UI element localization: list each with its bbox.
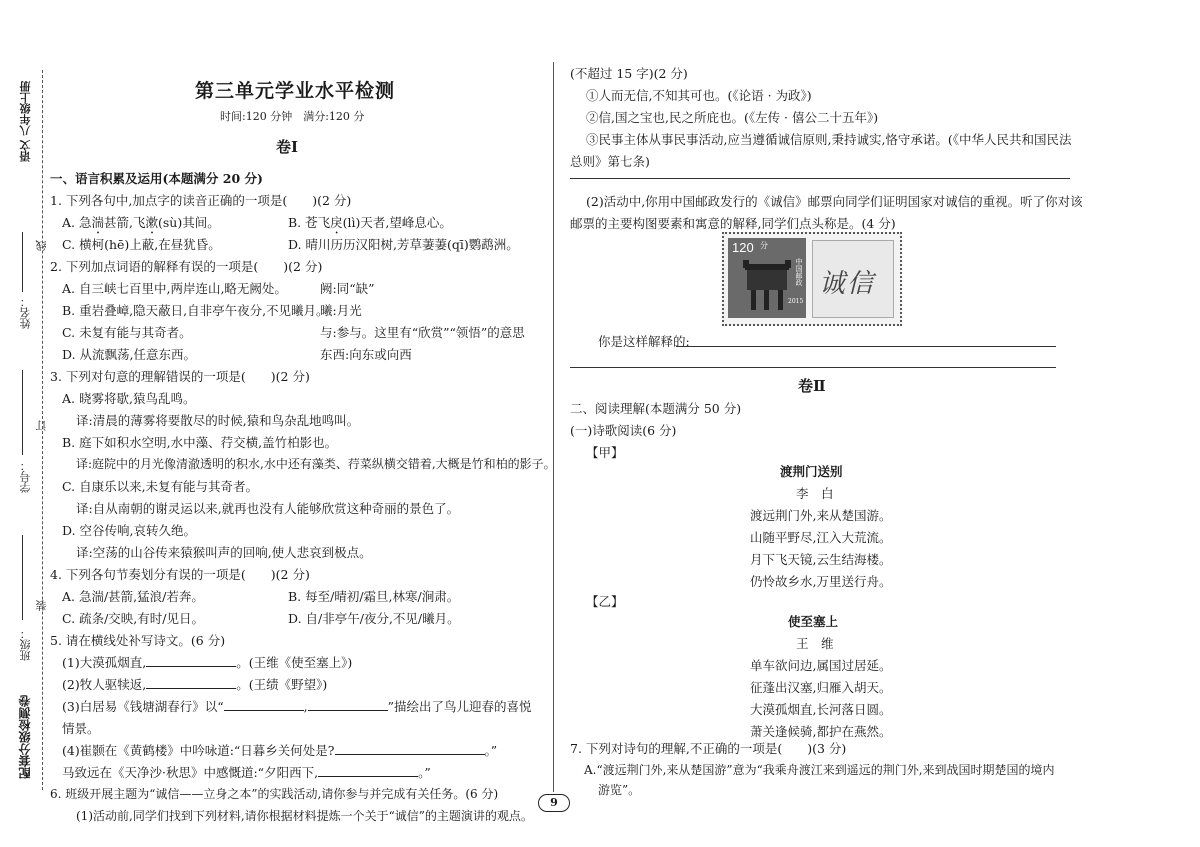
q3-option-d: D. 空谷传响,哀转久绝。 bbox=[62, 523, 196, 538]
question-5: 5. 请在横线处补写诗文。(6 分) bbox=[50, 633, 226, 648]
q5-4-blank-b[interactable] bbox=[318, 764, 418, 777]
q2-option-b: B. 重岩叠嶂,隐天蔽日,自非亭午夜分,不见曦月。 bbox=[62, 303, 329, 318]
poem2-line-3: 大漠孤烟直,长河落日圆。 bbox=[750, 702, 892, 717]
q1-option-b: B. 苍飞戾(lì)天者,望峰息心。 bbox=[288, 215, 452, 230]
q1-option-c: C. 横柯(hē)上蔽,在昼犹昏。 bbox=[62, 237, 221, 252]
q2-option-a-explain: 阙:同“缺” bbox=[320, 281, 375, 296]
question-7: 7. 下列对诗句的理解,不正确的一项是( )(3 分) bbox=[570, 741, 847, 756]
page-title: 第三单元学业水平检测 bbox=[195, 80, 396, 102]
stamp-year: 2015 bbox=[788, 298, 804, 305]
question-3: 3. 下列对句意的理解错误的一项是( )(2 分) bbox=[50, 369, 310, 384]
poem2-title: 使至塞上 bbox=[788, 614, 839, 629]
exam-meta: 时间:120 分钟 满分:120 分 bbox=[220, 110, 365, 123]
question-2: 2. 下列加点词语的解释有误的一项是( )(2 分) bbox=[50, 259, 323, 274]
side-seal-zhuang: 装 bbox=[35, 600, 48, 611]
poem-label-yi: 【乙】 bbox=[586, 594, 624, 609]
q2-option-a: A. 自三峡七百里中,两岸连山,略无阙处。 bbox=[62, 281, 287, 296]
q3-option-a-translation: 译:清晨的薄雾将要散尽的时候,猿和鸟杂乱地鸣叫。 bbox=[76, 413, 360, 428]
material-1: ①人而无信,不知其可也。(《论语 · 为政》) bbox=[586, 88, 812, 103]
material-3-cont: 总则》第七条) bbox=[570, 154, 650, 169]
q2-option-d-explain: 东西:向东或向西 bbox=[320, 347, 412, 362]
q1-option-d: D. 晴川历历汉阳树,芳草萋萋(qī)鹦鹉洲。 bbox=[288, 237, 519, 252]
q4-option-c: C. 疏条/交映,有时/见日。 bbox=[62, 611, 204, 626]
side-name-label: 姓名： bbox=[19, 296, 32, 329]
q5-1-blank[interactable] bbox=[146, 654, 236, 667]
section-heading-1: 一、语言积累及运用(本题满分 20 分) bbox=[50, 171, 263, 186]
q6-part-1: (1)活动前,同学们找到下列材料,请你根据材料提炼一个关于“诚信”的主题演讲的观点。 bbox=[76, 809, 533, 823]
q5-line-3: (3)白居易《钱塘湖春行》以“ , ”描绘出了鸟儿迎春的喜悦 bbox=[62, 699, 532, 714]
q3-option-c: C. 自康乐以来,未复有能与其奇者。 bbox=[62, 479, 259, 494]
q6-part-2: (2)活动中,你用中国邮政发行的《诚信》邮票向同学们证明国家对诚信的重视。听了你对该 bbox=[586, 194, 1083, 209]
section-juan2: 卷Ⅱ bbox=[798, 377, 826, 395]
side-seal-ding: 订 bbox=[35, 420, 48, 431]
poem1-line-2: 山随平野尽,江入大荒流。 bbox=[750, 530, 892, 545]
q6-2-prompt: 你是这样解释的: bbox=[598, 334, 690, 349]
side-number-blank[interactable] bbox=[22, 370, 23, 455]
q1-option-a: A. 急湍甚箭,飞漱(sù)其间。 bbox=[62, 215, 220, 230]
q4-option-a: A. 急湍/甚箭,猛浪/若奔。 bbox=[62, 589, 204, 604]
q3-option-d-translation: 译:空荡的山谷传来猿猴叫声的回响,使人悲哀到极点。 bbox=[76, 545, 372, 560]
poem-label-jia: 【甲】 bbox=[586, 445, 624, 460]
q5-3-blank-b[interactable] bbox=[308, 698, 388, 711]
poem2-line-2: 征蓬出汉塞,归雁入胡天。 bbox=[750, 680, 892, 695]
ding-vessel-icon bbox=[737, 258, 797, 314]
poem2-line-4: 萧关逢候骑,都护在燕然。 bbox=[750, 724, 892, 739]
q3-option-a: A. 晓雾将歇,猿鸟乱鸣。 bbox=[62, 391, 196, 406]
q5-line-4: (4)崔颢在《黄鹤楼》中吟咏道:“日暮乡关何处是? 。” bbox=[62, 743, 498, 758]
poem2-line-1: 单车欲问边,属国过居延。 bbox=[750, 658, 892, 673]
side-brand-label: 配套分级检测卷 bbox=[18, 695, 32, 779]
q5-line-3b: 情景。 bbox=[62, 721, 100, 736]
stamp-image bbox=[722, 232, 902, 326]
q6-part-2-cont: 邮票的主要构图要素和寓意的解释,同学们点头称是。(4 分) bbox=[570, 216, 896, 231]
poem1-line-4: 仍怜故乡水,万里送行舟。 bbox=[750, 574, 892, 589]
stamp-unit: 分 bbox=[760, 241, 768, 250]
side-book-label: 语文 八年级上册 bbox=[19, 81, 32, 162]
poem1-author: 李 白 bbox=[796, 486, 834, 501]
q3-option-c-translation: 译:自从南朝的谢灵运以来,就再也没有人能够欣赏这种奇丽的景色了。 bbox=[76, 501, 460, 516]
section-juan1: 卷Ⅰ bbox=[276, 138, 299, 156]
stamp-value: 120 bbox=[732, 240, 754, 255]
q5-4-blank-a[interactable] bbox=[335, 742, 485, 755]
q5-line-2: (2)牧人驱犊返, 。(王绩《野望》) bbox=[62, 677, 328, 692]
stamp-left-panel bbox=[728, 238, 806, 318]
q2-option-b-explain: 曦:月光 bbox=[320, 303, 362, 318]
page-number-badge bbox=[538, 794, 570, 812]
q6-2-answer-line-2[interactable] bbox=[570, 367, 1056, 368]
poem1-line-1: 渡远荆门外,来从楚国游。 bbox=[750, 508, 892, 523]
q3-option-b: B. 庭下如积水空明,水中藻、荇交横,盖竹柏影也。 bbox=[62, 435, 338, 450]
q7-option-a: A.“渡远荆门外,来从楚国游”意为“我乘舟渡江来到遥远的荆门外,来到战国时期楚国的境内 bbox=[584, 763, 1055, 777]
center-divider bbox=[553, 62, 554, 792]
q2-option-c: C. 未复有能与其奇者。 bbox=[62, 325, 192, 340]
question-1: 1. 下列各句中,加点字的读音正确的一项是( )(2 分) bbox=[50, 193, 352, 208]
stamp-calligraphy: 诚信 bbox=[819, 269, 876, 299]
q2-option-d: D. 从流飘荡,任意东西。 bbox=[62, 347, 196, 362]
binding-line bbox=[42, 70, 43, 790]
question-6: 6. 班级开展主题为“诚信——立身之本”的实践活动,请你参与并完成有关任务。(6 分) bbox=[50, 787, 499, 801]
poetry-section: (一)诗歌阅读(6 分) bbox=[570, 423, 677, 438]
q3-option-b-translation: 译:庭院中的月光像清澈透明的积水,水中还有藻类、荇菜纵横交错着,大概是竹和柏的影子。 bbox=[76, 457, 556, 471]
side-name-blank[interactable] bbox=[22, 232, 23, 292]
q5-line-1: (1)大漠孤烟直, 。(王维《使至塞上》) bbox=[62, 655, 353, 670]
q4-option-b: B. 每至/晴初/霜旦,林寒/涧肃。 bbox=[288, 589, 460, 604]
side-class-blank[interactable] bbox=[22, 535, 23, 620]
q5-line-4b: 马致远在《天净沙·秋思》中感慨道:“夕阳西下, 。” bbox=[62, 765, 431, 780]
material-3: ③民事主体从事民事活动,应当遵循诚信原则,秉持诚实,恪守承诺。(《中华人民共和国民法 bbox=[586, 132, 1072, 147]
poem1-line-3: 月下飞天镜,云生结海楼。 bbox=[750, 552, 892, 567]
q5-3-blank-a[interactable] bbox=[224, 698, 304, 711]
q7-option-a-cont: 游览”。 bbox=[598, 783, 641, 797]
q2-option-c-explain: 与:参与。这里有“欣赏”“领悟”的意思 bbox=[320, 325, 525, 340]
stamp-right-panel bbox=[812, 240, 894, 318]
stamp-country: 中国邮政 bbox=[795, 258, 803, 286]
q6-2-answer-line-1[interactable] bbox=[676, 346, 1056, 347]
side-number-label: 学号： bbox=[19, 460, 32, 493]
side-seal-xian: 线 bbox=[35, 240, 48, 251]
q4-option-d: D. 自/非亭午/夜分,不见/曦月。 bbox=[288, 611, 460, 626]
question-4: 4. 下列各句节奏划分有误的一项是( )(2 分) bbox=[50, 567, 310, 582]
q5-2-blank[interactable] bbox=[146, 676, 236, 689]
poem2-author: 王 维 bbox=[796, 636, 834, 651]
poem1-title: 渡荆门送别 bbox=[780, 464, 843, 479]
section-heading-2: 二、阅读理解(本题满分 50 分) bbox=[570, 401, 742, 416]
material-2: ②信,国之宝也,民之所庇也。(《左传 · 僖公二十五年》) bbox=[586, 110, 879, 125]
page-number: 9 bbox=[550, 796, 558, 809]
q6-1-answer-line[interactable] bbox=[570, 178, 1070, 179]
side-class-label: 班级： bbox=[19, 628, 32, 661]
q6-continue: (不超过 15 字)(2 分) bbox=[570, 66, 688, 81]
